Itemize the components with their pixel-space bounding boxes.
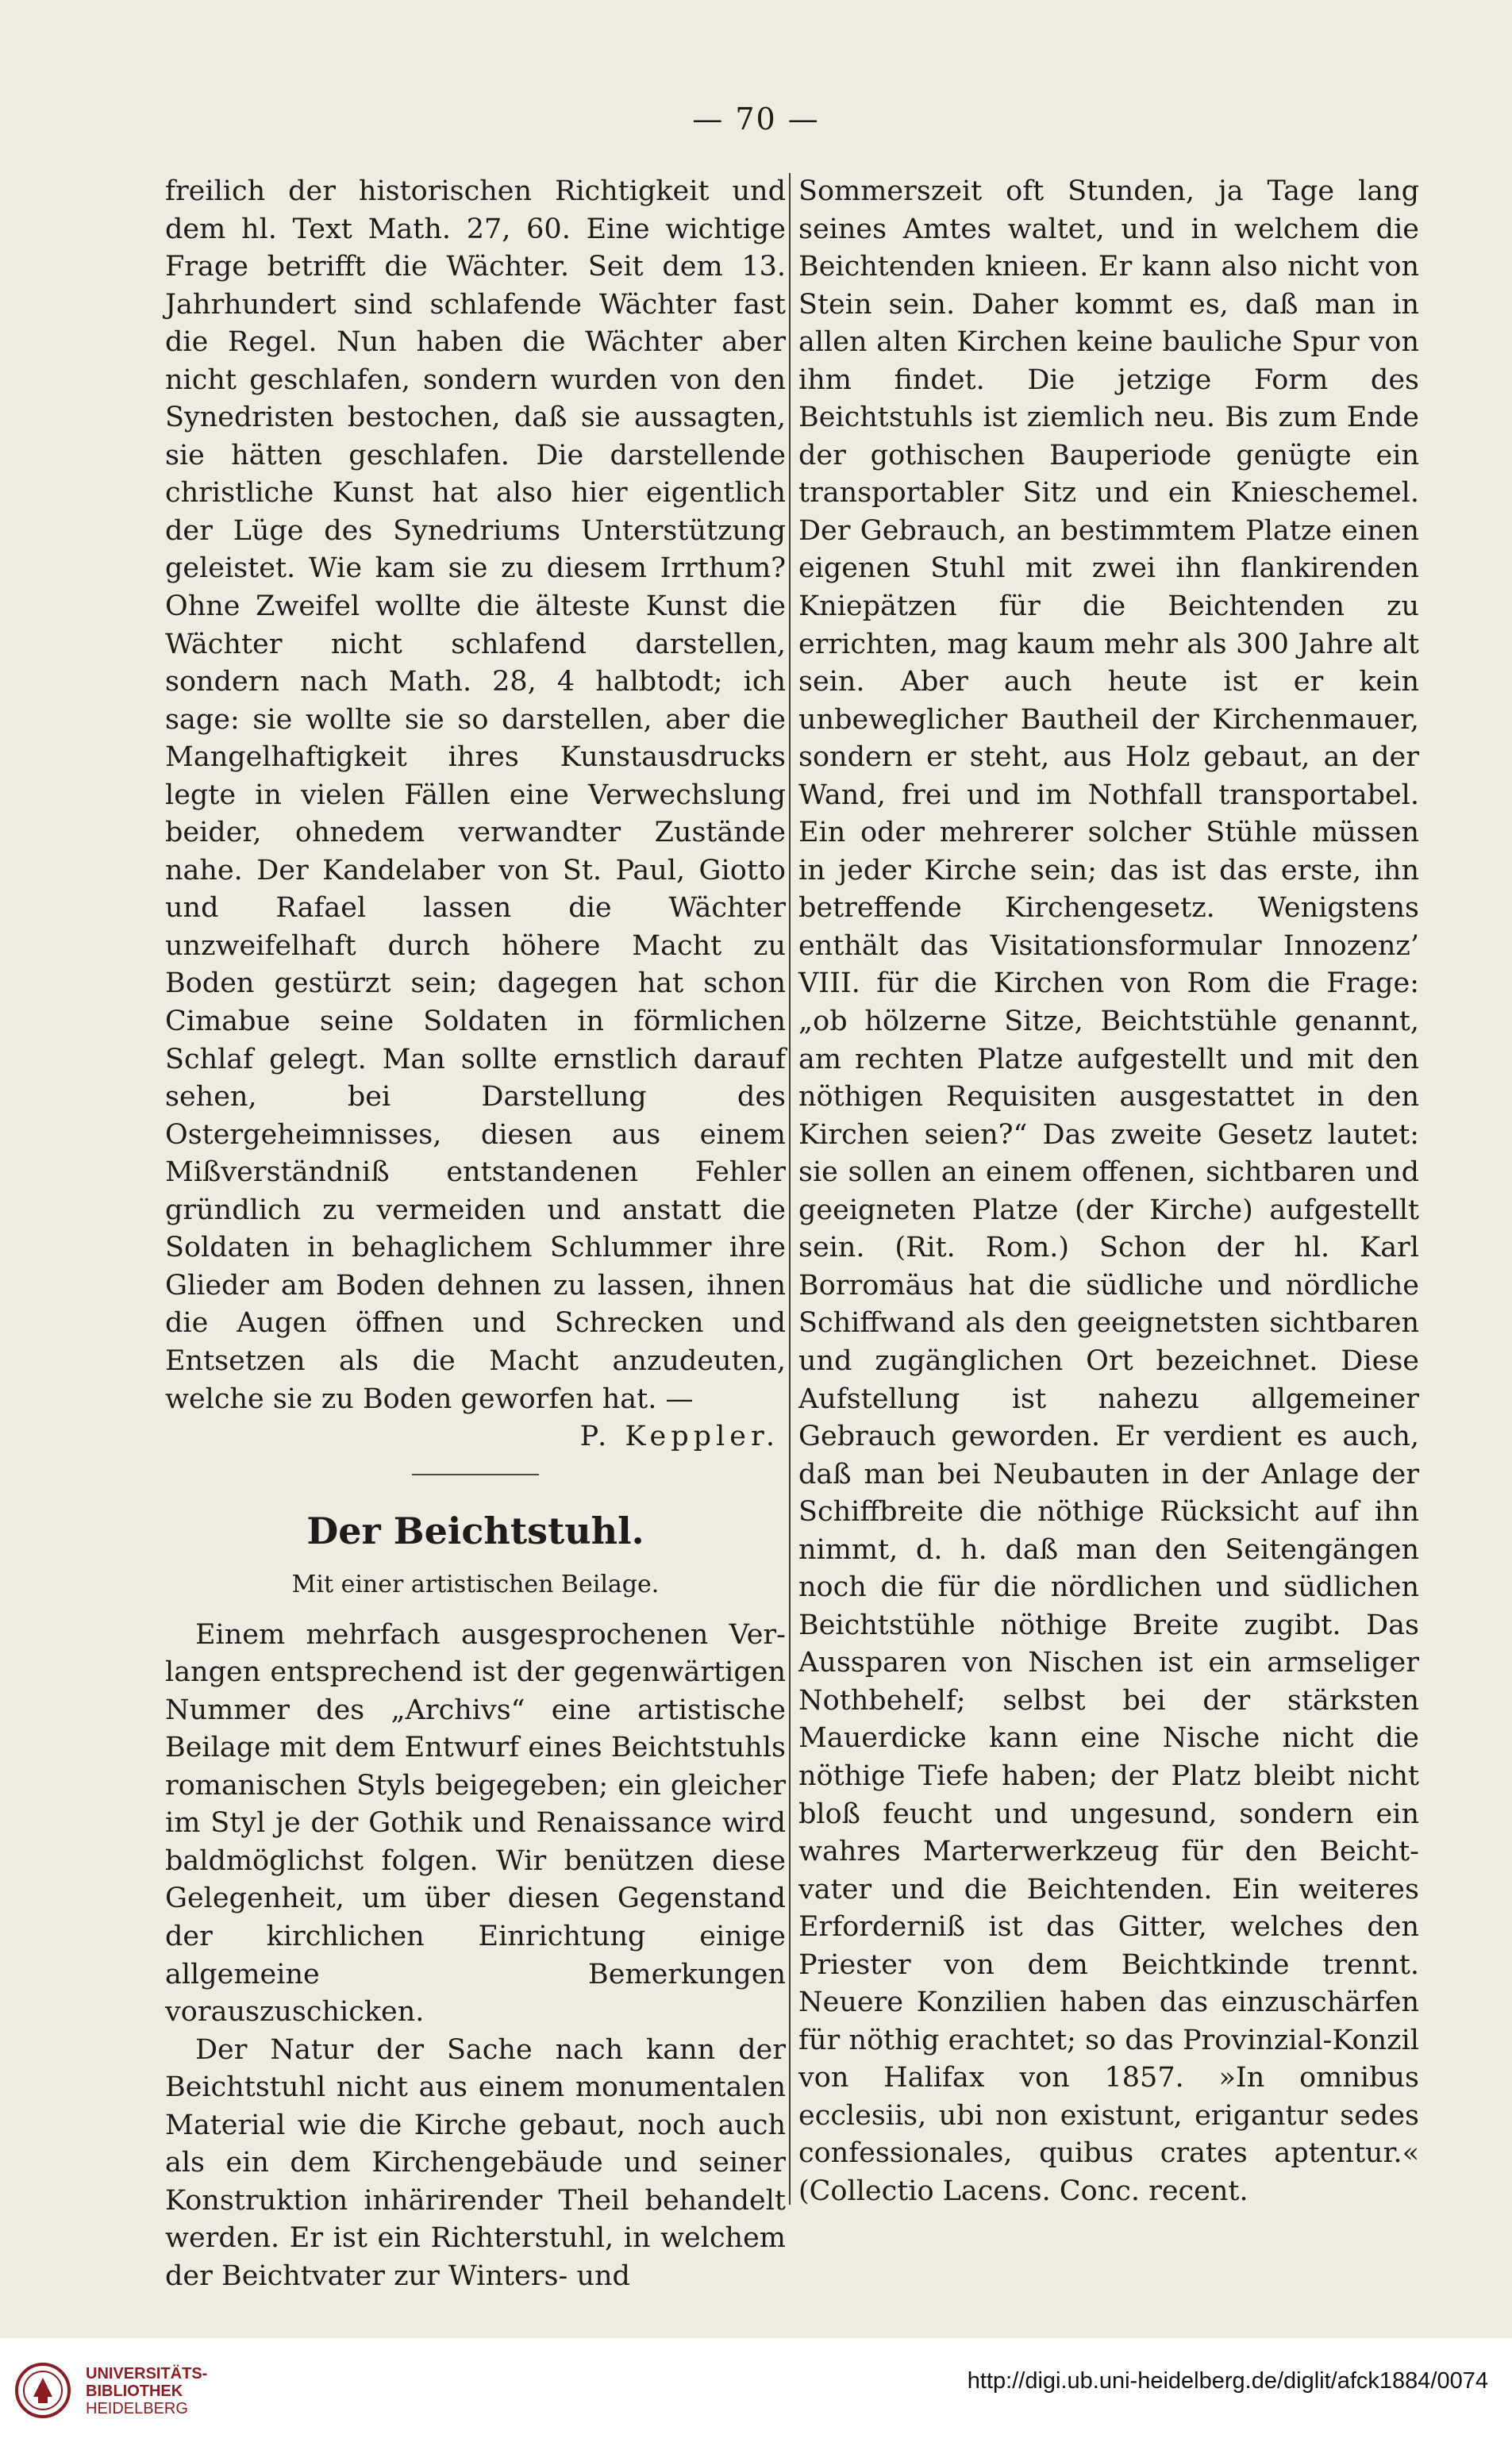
university-seal-icon <box>14 2362 71 2419</box>
source-url-link[interactable]: http://digi.ub.uni-heidelberg.de/diglit/afck1884/0074 <box>967 2368 1488 2394</box>
body-paragraph: Einem mehrfach ausgesprochenen Verlangen entsprechend ist der gegenwärtigen Nummer des „Archivs“ eine artistische Beilage mit dem Entwurf eines Beichtstuhls romanischen Styls beigegeben; ein gleicher im Styl je der Gothik und Renaissance wird baldmöglichst folgen. Wir benützen diese Gelegenheit, um über diesen Gegenstand der kirchlichen Einrichtung einige allgemeine Bemerkungen vorauszuschicken. <box>165 1618 786 2029</box>
section-divider <box>412 1474 539 1475</box>
column-divider <box>789 173 791 2205</box>
page-number: — 70 — <box>692 102 820 137</box>
body-paragraph: freilich der historischen Richtigkeit und dem hl. Text Math. 27, 60. Eine wichtige Frage betrifft die Wächter. Seit dem 13. Jahrhundert sind schlafende Wächter fast die Regel. Nun haben die Wächter aber nicht geschlafen, sondern wurden von den Synedristen bestochen, daß sie aussagten, sie hätten geschlafen. Die darstellende christliche Kunst hat also hier eigentlich der Lüge des Synedriums Unterstützung geleistet. Wie kam sie zu diesem Irrthum? Ohne Zweifel wollte die älteste Kunst die Wächter nicht schlafend darstellen, sondern nach Math. 28, 4 halbtodt; ich sage: sie wollte sie so darstellen, aber die Mangelhaftigkeit ihres Kunstausdrucks legte in vielen Fällen eine Verwechslung beider, ohnedem verwandter Zustände nahe. Der Kandelaber von St. Paul, Giotto und Rafael lassen die Wächter unzweifelhaft durch höhere Macht zu Boden gestürzt sein; dagegen hat schon Cimabue seine Soldaten in förmlichen Schlaf gelegt. Man sollte ernstlich darauf sehen, bei Darstellung des Ostergeheimnisses, diesen aus einem Mißverständniß entstandenen Fehler gründlich zu vermeiden und anstatt die Soldaten in behaglichem Schlummer ihre Glieder am Boden dehnen zu lassen, ihnen die Augen öffnen und Schrecken und Entsetzen als die Macht anzudeuten, welche sie zu Boden geworfen hat. — <box>165 175 786 1415</box>
library-name-line: BIBLIOTHEK <box>86 2383 183 2400</box>
library-name-line: HEIDELBERG <box>86 2400 188 2417</box>
footer-bar <box>0 2338 1512 2446</box>
section-heading: Der Beichtstuhl. <box>306 1509 644 1552</box>
body-paragraph: Sommerszeit oft Stunden, ja Tage lang seines Amtes waltet, und in welchem die Beichtenden knieen. Er kann also nicht von Stein sein. Daher kommt es, daß man in allen alten Kirchen keine bauliche Spur von ihm findet. Die jetzige Form des Beichtstuhls ist ziemlich neu. Bis zum Ende der gothischen Bauperiode genügte ein transportabler Sitz und ein Knieschemel. Der Gebrauch, an bestimmtem Platze einen eigenen Stuhl mit zwei ihn flankirenden Kniepätzen für die Beichtenden zu errichten, mag kaum mehr als 300 Jahre alt sein. Aber auch heute ist er kein unbeweglicher Bautheil der Kirchenmauer, sondern er steht, aus Holz gebaut, an der Wand, frei und im Nothfall transportabel. Ein oder mehrerer solcher Stühle müssen in jeder Kirche sein; das ist das erste, ihn betreffende Kirchengesetz. Wenigstens enthält das Visitationsformular Innozenz’ VIII. für die Kirchen von Rom die Frage: „ob hölzerne Sitze, Beichtstühle genannt, am rechten Platze aufgestellt und mit den nöthigen Requisiten ausgestattet in den Kirchen seien?“ Das zweite Gesetz lautet: sie sollen an einem offenen, sichtbaren und geeigneten Platze (der Kirche) aufgestellt sein. (Rit. Rom.) Schon der hl. Karl Borromäus hat die südliche und nördliche Schiffwand als den geeignetsten sichtbaren und zugänglichen Ort bezeichnet. Diese Aufstellung ist nahezu allgemeiner Gebrauch geworden. Er verdient es auch, daß man bei Neubauten in der Anlage der Schiffbreite die nöthige Rücksicht auf ihn nimmt, d. h. daß man den Seitengängen noch die für die nördlichen und südlichen Beichtstühle nöthige Breite zugibt. Das Aussparen von Nischen ist ein armseliger Nothbehelf; selbst bei der stärksten Mauerdicke kann eine Nische nicht die nöthige Tiefe haben; der Platz bleibt nicht bloß feucht und ungesund, sondern ein wahres Marterwerkzeug für den Beichtvater und die Beichtenden. Ein weiteres Erforderniß ist das Gitter, welches den Priester von dem Beichtkinde trennt. Neuere Konzilien haben das einzuschärfen für nöthig erachtet; so das Provinzial-Konzil von Halifax von 1857. »In omnibus ecclesiis, ubi non existunt, erigantur sedes confessionales, quibus crates aptentur.« (Collectio Lacens. Conc. recent. <box>798 175 1419 2207</box>
left-column <box>165 173 786 2292</box>
section-subtitle: Mit einer artistischen Beilage. <box>291 1570 660 1598</box>
library-name <box>86 2365 207 2417</box>
library-name-line: UNIVERSITÄTS- <box>86 2365 208 2383</box>
author-signature: P. Keppler. <box>579 1421 779 1453</box>
body-paragraph: Der Natur der Sache nach kann der Beichtstuhl nicht aus einem monumentalen Material wie die Kirche gebaut, noch auch als ein dem Kirchengebäude und seiner Konstruktion inhärirender Theil behandelt werden. Er ist ein Richterstuhl, in welchem der Beichtvater zur Winters- und <box>165 2033 786 2292</box>
right-column <box>798 173 1419 2206</box>
